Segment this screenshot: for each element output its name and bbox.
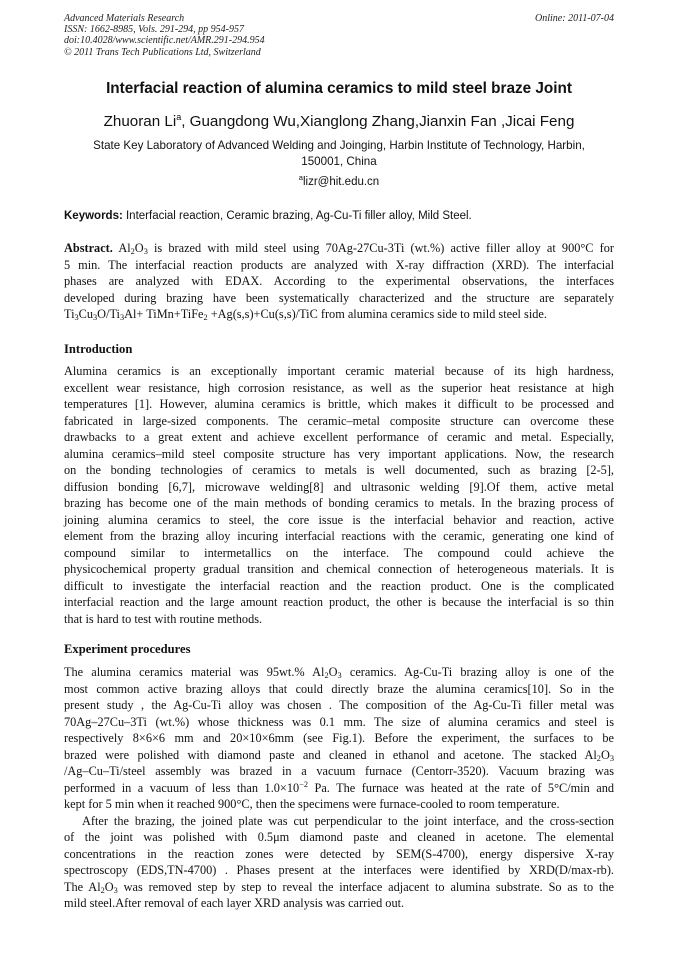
text-line: physicochemical property gradual transition and chemical connection of heterogeneous materials. It is bbox=[64, 562, 614, 576]
author-email bbox=[40, 173, 638, 188]
online-date: Online: 2011-07-04 bbox=[535, 13, 614, 24]
email-mark: a bbox=[298, 173, 303, 182]
paper-title: Interfacial reaction of alumina ceramics to mild steel braze Joint bbox=[106, 80, 572, 97]
text-line: brazing has become one of the main methods of bonding ceramics to metals. In the brazing process of bbox=[64, 496, 614, 510]
text-line: drawbacks to a great extent and achieve excellent performance of ceramic and metal. Especially, bbox=[64, 430, 614, 444]
authors-rest: , Guangdong Wu,Xianglong Zhang,Jianxin Fan ,Jicai Feng bbox=[181, 113, 575, 131]
abstract bbox=[64, 240, 614, 323]
text-line: 70Ag–27Cu–3Ti (wt.%) whose thickness was 0.1 mm. The size of alumina ceramics and steel is bbox=[64, 714, 614, 729]
journal-header bbox=[64, 13, 614, 58]
text-line: alumina ceramics–mild steel composite structure has very important applications. Now, the research bbox=[64, 446, 614, 461]
journal-name: Advanced Materials Research bbox=[64, 13, 185, 24]
abstract-line: 5 min. The interfacial reaction products are analyzed with X-ray diffraction (XRD). The interfacial bbox=[64, 257, 614, 272]
affiliation-line: State Key Laboratory of Advanced Welding and Joinging, Harbin Institute of Technology, Harbin, bbox=[93, 139, 585, 152]
text-line: difficult to investigate the interfacial reaction and the reaction product. One is the complicated bbox=[64, 578, 614, 593]
email-address[interactable]: lizr@hit.edu.cn bbox=[302, 175, 380, 188]
text-line: spectroscopy (EDS,TN-4700) . Phases present at the interfaces were identified by XRD(D/max-rb). bbox=[64, 863, 614, 877]
author-affil-mark: a bbox=[176, 112, 182, 122]
copyright-line: © 2011 Trans Tech Publications Ltd, Switzerland bbox=[64, 46, 261, 58]
text-line: fabricated in large-sized components. The ceramic–metal composite structure can overcome these bbox=[64, 413, 614, 428]
text-line: most common active brazing alloys that could directly braze the alumina ceramics[10]. So in the bbox=[64, 681, 614, 696]
doi-line: doi:10.4028/www.scientific.net/AMR.291-294.954 bbox=[64, 35, 265, 47]
text-line: element from the brazing alloy incuring interfacial reactions with the ceramic, generating one kind of bbox=[64, 529, 614, 543]
text-line: excellent wear resistance, high corrosion resistance, as well as the superior heat resistance at high bbox=[64, 380, 614, 395]
abstract-line: phases are analyzed with EDAX. According to the experimental observations, the interfaces bbox=[64, 274, 614, 288]
text-line: on the bonding technologies of ceramics to metals is well documented, such as brazing [2-5], bbox=[64, 463, 614, 477]
issn-line: ISSN: 1662-8985, Vols. 291-294, pp 954-957 bbox=[64, 24, 244, 36]
abstract-line: $Ti_3Cu_3O/Ti_3Al+$ TiMn+TiFe$_2$ +Ag(s,s)+Cu(s,s)/TiC from alumina ceramics side to mild steel side. bbox=[64, 307, 547, 322]
text-line: that is hard to test with routine methods. bbox=[64, 611, 263, 626]
text-line: /Ag–Cu–Ti/steel assembly was brazed in a vacuum furnace (Centorr-3520). Vacuum brazing was bbox=[64, 764, 614, 778]
text-line: interfacial reaction and the large amount reaction product, the other is because the interfacial is so thin bbox=[64, 595, 614, 609]
author-first: Zhuoran Li bbox=[103, 113, 177, 131]
text-line: The alumina ceramics material was 95wt.% $Al_2O_3$ ceramics. Ag-Cu-Ti brazing alloy is one of the bbox=[64, 665, 614, 680]
text-line: present study , the Ag-Cu-Ti alloy was chosen . The composition of the Ag-Cu-Ti filler metal was bbox=[64, 698, 614, 712]
abstract-line: developed during brazing have been systematically characterized and the structure are separately bbox=[64, 290, 614, 305]
affiliation bbox=[60, 138, 618, 169]
text-line: temperatures [1]. However, alumina ceramics is brittle, which makes it difficult to be processed and bbox=[64, 397, 614, 411]
text-line: compound similar to intermetallics on the interface. The compound could achieve the bbox=[64, 545, 614, 560]
text-line: performed in a vacuum of less than $1.0\times 10^{-2}$ Pa. The furnace was heated at the rate of 5°C/min and bbox=[64, 779, 614, 795]
introduction-paragraph bbox=[64, 363, 614, 627]
text-line: brazed were polished with diamond paste and cleaned in ethanol and acetone. The stacked $Al_2O_3$ bbox=[64, 747, 614, 763]
affiliation-line: 150001, China bbox=[301, 154, 377, 168]
text-line: joining alumina ceramics to steel, the core issue is the interfacial behavior and reaction, active bbox=[64, 512, 614, 527]
text-line: concentrations in the reaction zones were detected by SEM(S-4700), energy dispersive X-ray bbox=[64, 846, 614, 861]
abstract-label: Abstract. bbox=[64, 241, 113, 255]
section-heading-introduction: Introduction bbox=[64, 342, 133, 356]
author-list bbox=[40, 112, 638, 130]
text-line: of the joint was polished with 0.5μm diamond paste and cleaned in acetone. The elemental bbox=[64, 830, 614, 844]
text-line: respectively 8×6×6 mm and 20×10×6mm (see Fig.1). Before the experiment, the surfaces to be bbox=[64, 731, 614, 745]
text-line: The $Al_2O_3$ was removed step by step to reveal the interface adjacent to alumina substrate. So as to the bbox=[64, 879, 615, 895]
text-line: After the brazing, the joined plate was cut perpendicular to the joint interface, and the cross-section bbox=[82, 813, 614, 828]
section-heading-experiment: Experiment procedures bbox=[64, 642, 191, 656]
abstract-line: Abstract. $Al_2O_3$ is brazed with mild steel using 70Ag-27Cu-3Ti (wt.%) active filler alloy at 900°C for bbox=[64, 241, 614, 256]
keywords-label: Keywords: bbox=[64, 210, 123, 222]
experiment-paragraph bbox=[64, 664, 614, 912]
text-line: kept for 5 min when it reached 900°C, then the specimens were furnace-cooled to room temperature. bbox=[64, 797, 560, 811]
text-line: diffusion bonding [6,7], microwave welding[8] and ultrasonic welding [9].Of them, active metal bbox=[64, 479, 614, 494]
text-line: Alumina ceramics is an exceptionally important ceramic material because of its high hardness, bbox=[64, 364, 614, 378]
keywords bbox=[64, 210, 614, 222]
text-line: mild steel.After removal of each layer XRD analysis was carried out. bbox=[64, 896, 405, 910]
keywords-text: Interfacial reaction, Ceramic brazing, Ag-Cu-Ti filler alloy, Mild Steel. bbox=[122, 210, 472, 222]
